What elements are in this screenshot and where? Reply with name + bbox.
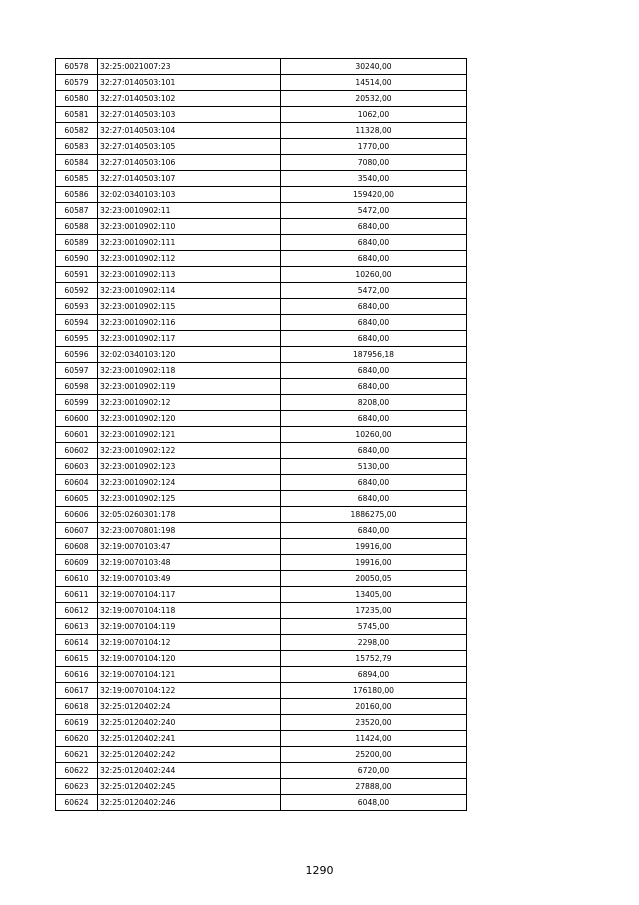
cadastral-number-cell: 32:23:0010902:12 (98, 395, 281, 411)
row-number-cell: 60588 (56, 219, 98, 235)
row-number-cell: 60602 (56, 443, 98, 459)
value-cell: 5130,00 (281, 459, 467, 475)
table-row (56, 619, 467, 635)
table-row (56, 539, 467, 555)
table-row (56, 363, 467, 379)
row-number-cell: 60607 (56, 523, 98, 539)
row-number-cell: 60580 (56, 91, 98, 107)
table-row (56, 763, 467, 779)
table-row (56, 75, 467, 91)
table-row (56, 411, 467, 427)
value-cell: 20050,05 (281, 571, 467, 587)
table-row (56, 155, 467, 171)
value-cell: 19916,00 (281, 555, 467, 571)
data-table (55, 58, 467, 811)
cadastral-number-cell: 32:23:0010902:116 (98, 315, 281, 331)
table-row (56, 347, 467, 363)
row-number-cell: 60623 (56, 779, 98, 795)
value-cell: 20532,00 (281, 91, 467, 107)
row-number-cell: 60586 (56, 187, 98, 203)
value-cell: 159420,00 (281, 187, 467, 203)
value-cell: 23520,00 (281, 715, 467, 731)
row-number-cell: 60598 (56, 379, 98, 395)
cadastral-number-cell: 32:19:0070104:121 (98, 667, 281, 683)
value-cell: 27888,00 (281, 779, 467, 795)
row-number-cell: 60619 (56, 715, 98, 731)
cadastral-number-cell: 32:23:0010902:123 (98, 459, 281, 475)
value-cell: 6840,00 (281, 331, 467, 347)
cadastral-number-cell: 32:19:0070103:48 (98, 555, 281, 571)
cadastral-number-cell: 32:23:0010902:114 (98, 283, 281, 299)
cadastral-number-cell: 32:23:0010902:111 (98, 235, 281, 251)
value-cell: 14514,00 (281, 75, 467, 91)
page-number: 1290 (305, 864, 334, 877)
row-number-cell: 60591 (56, 267, 98, 283)
table-row (56, 107, 467, 123)
table-row (56, 299, 467, 315)
cadastral-number-cell: 32:23:0010902:115 (98, 299, 281, 315)
value-cell: 6720,00 (281, 763, 467, 779)
table-row (56, 219, 467, 235)
table-body (56, 59, 467, 811)
table-row (56, 459, 467, 475)
value-cell: 3540,00 (281, 171, 467, 187)
cadastral-number-cell: 32:19:0070104:118 (98, 603, 281, 619)
table-row (56, 683, 467, 699)
value-cell: 2298,00 (281, 635, 467, 651)
cadastral-number-cell: 32:27:0140503:102 (98, 91, 281, 107)
table-row (56, 603, 467, 619)
cadastral-number-cell: 32:23:0010902:125 (98, 491, 281, 507)
cadastral-number-cell: 32:27:0140503:104 (98, 123, 281, 139)
row-number-cell: 60597 (56, 363, 98, 379)
value-cell: 6840,00 (281, 443, 467, 459)
value-cell: 1062,00 (281, 107, 467, 123)
table-row (56, 395, 467, 411)
row-number-cell: 60618 (56, 699, 98, 715)
value-cell: 6894,00 (281, 667, 467, 683)
value-cell: 10260,00 (281, 267, 467, 283)
cadastral-number-cell: 32:23:0010902:117 (98, 331, 281, 347)
row-number-cell: 60624 (56, 795, 98, 811)
table-row (56, 331, 467, 347)
table-row (56, 507, 467, 523)
cadastral-number-cell: 32:25:0120402:242 (98, 747, 281, 763)
cadastral-number-cell: 32:19:0070104:117 (98, 587, 281, 603)
value-cell: 25200,00 (281, 747, 467, 763)
value-cell: 17235,00 (281, 603, 467, 619)
table-row (56, 587, 467, 603)
cadastral-number-cell: 32:19:0070103:47 (98, 539, 281, 555)
value-cell: 6840,00 (281, 299, 467, 315)
row-number-cell: 60578 (56, 59, 98, 75)
row-number-cell: 60581 (56, 107, 98, 123)
value-cell: 13405,00 (281, 587, 467, 603)
row-number-cell: 60604 (56, 475, 98, 491)
row-number-cell: 60613 (56, 619, 98, 635)
table-row (56, 555, 467, 571)
cadastral-number-cell: 32:23:0010902:112 (98, 251, 281, 267)
table-row (56, 203, 467, 219)
row-number-cell: 60603 (56, 459, 98, 475)
row-number-cell: 60600 (56, 411, 98, 427)
cadastral-number-cell: 32:23:0010902:124 (98, 475, 281, 491)
row-number-cell: 60595 (56, 331, 98, 347)
table-row (56, 379, 467, 395)
value-cell: 15752,79 (281, 651, 467, 667)
row-number-cell: 60593 (56, 299, 98, 315)
table-row (56, 283, 467, 299)
row-number-cell: 60587 (56, 203, 98, 219)
data-table-container (55, 58, 466, 811)
row-number-cell: 60605 (56, 491, 98, 507)
table-row (56, 443, 467, 459)
cadastral-number-cell: 32:27:0140503:103 (98, 107, 281, 123)
table-row (56, 779, 467, 795)
table-row (56, 139, 467, 155)
row-number-cell: 60599 (56, 395, 98, 411)
cadastral-number-cell: 32:23:0010902:122 (98, 443, 281, 459)
value-cell: 19916,00 (281, 539, 467, 555)
value-cell: 5472,00 (281, 203, 467, 219)
value-cell: 6840,00 (281, 315, 467, 331)
cadastral-number-cell: 32:23:0010902:119 (98, 379, 281, 395)
cadastral-number-cell: 32:25:0120402:240 (98, 715, 281, 731)
row-number-cell: 60611 (56, 587, 98, 603)
row-number-cell: 60610 (56, 571, 98, 587)
row-number-cell: 60616 (56, 667, 98, 683)
value-cell: 6840,00 (281, 363, 467, 379)
cadastral-number-cell: 32:27:0140503:105 (98, 139, 281, 155)
cadastral-number-cell: 32:25:0120402:241 (98, 731, 281, 747)
cadastral-number-cell: 32:19:0070104:119 (98, 619, 281, 635)
value-cell: 30240,00 (281, 59, 467, 75)
cadastral-number-cell: 32:23:0010902:120 (98, 411, 281, 427)
row-number-cell: 60622 (56, 763, 98, 779)
value-cell: 6048,00 (281, 795, 467, 811)
table-row (56, 251, 467, 267)
row-number-cell: 60594 (56, 315, 98, 331)
table-row (56, 123, 467, 139)
table-row (56, 747, 467, 763)
cadastral-number-cell: 32:25:0120402:246 (98, 795, 281, 811)
value-cell: 176180,00 (281, 683, 467, 699)
cadastral-number-cell: 32:25:0120402:244 (98, 763, 281, 779)
table-row (56, 59, 467, 75)
row-number-cell: 60601 (56, 427, 98, 443)
value-cell: 6840,00 (281, 475, 467, 491)
table-row (56, 235, 467, 251)
value-cell: 20160,00 (281, 699, 467, 715)
cadastral-number-cell: 32:19:0070103:49 (98, 571, 281, 587)
value-cell: 187956,18 (281, 347, 467, 363)
row-number-cell: 60579 (56, 75, 98, 91)
cadastral-number-cell: 32:23:0010902:118 (98, 363, 281, 379)
row-number-cell: 60590 (56, 251, 98, 267)
cadastral-number-cell: 32:19:0070104:12 (98, 635, 281, 651)
table-row (56, 699, 467, 715)
value-cell: 6840,00 (281, 379, 467, 395)
value-cell: 1886275,00 (281, 507, 467, 523)
value-cell: 6840,00 (281, 411, 467, 427)
table-row (56, 667, 467, 683)
value-cell: 6840,00 (281, 251, 467, 267)
row-number-cell: 60589 (56, 235, 98, 251)
row-number-cell: 60592 (56, 283, 98, 299)
table-row (56, 187, 467, 203)
cadastral-number-cell: 32:19:0070104:122 (98, 683, 281, 699)
cadastral-number-cell: 32:23:0010902:11 (98, 203, 281, 219)
value-cell: 11424,00 (281, 731, 467, 747)
row-number-cell: 60608 (56, 539, 98, 555)
value-cell: 7080,00 (281, 155, 467, 171)
cadastral-number-cell: 32:25:0120402:24 (98, 699, 281, 715)
cadastral-number-cell: 32:27:0140503:106 (98, 155, 281, 171)
row-number-cell: 60617 (56, 683, 98, 699)
table-row (56, 795, 467, 811)
cadastral-number-cell: 32:23:0010902:110 (98, 219, 281, 235)
table-row (56, 267, 467, 283)
row-number-cell: 60582 (56, 123, 98, 139)
cadastral-number-cell: 32:05:0260301:178 (98, 507, 281, 523)
row-number-cell: 60621 (56, 747, 98, 763)
value-cell: 10260,00 (281, 427, 467, 443)
table-row (56, 91, 467, 107)
table-row (56, 731, 467, 747)
cadastral-number-cell: 32:02:0340103:120 (98, 347, 281, 363)
table-row (56, 651, 467, 667)
value-cell: 6840,00 (281, 523, 467, 539)
row-number-cell: 60583 (56, 139, 98, 155)
cadastral-number-cell: 32:25:0120402:245 (98, 779, 281, 795)
cadastral-number-cell: 32:23:0010902:113 (98, 267, 281, 283)
value-cell: 6840,00 (281, 235, 467, 251)
cadastral-number-cell: 32:23:0070801:198 (98, 523, 281, 539)
table-row (56, 571, 467, 587)
cadastral-number-cell: 32:19:0070104:120 (98, 651, 281, 667)
value-cell: 6840,00 (281, 491, 467, 507)
table-row (56, 315, 467, 331)
table-row (56, 427, 467, 443)
cadastral-number-cell: 32:02:0340103:103 (98, 187, 281, 203)
row-number-cell: 60612 (56, 603, 98, 619)
table-row (56, 475, 467, 491)
row-number-cell: 60596 (56, 347, 98, 363)
row-number-cell: 60614 (56, 635, 98, 651)
row-number-cell: 60615 (56, 651, 98, 667)
value-cell: 5472,00 (281, 283, 467, 299)
cadastral-number-cell: 32:27:0140503:107 (98, 171, 281, 187)
table-row (56, 523, 467, 539)
value-cell: 8208,00 (281, 395, 467, 411)
row-number-cell: 60620 (56, 731, 98, 747)
table-row (56, 171, 467, 187)
row-number-cell: 60606 (56, 507, 98, 523)
table-row (56, 635, 467, 651)
table-row (56, 491, 467, 507)
table-row (56, 715, 467, 731)
cadastral-number-cell: 32:23:0010902:121 (98, 427, 281, 443)
cadastral-number-cell: 32:25:0021007:23 (98, 59, 281, 75)
row-number-cell: 60585 (56, 171, 98, 187)
row-number-cell: 60609 (56, 555, 98, 571)
row-number-cell: 60584 (56, 155, 98, 171)
value-cell: 6840,00 (281, 219, 467, 235)
value-cell: 1770,00 (281, 139, 467, 155)
value-cell: 5745,00 (281, 619, 467, 635)
cadastral-number-cell: 32:27:0140503:101 (98, 75, 281, 91)
value-cell: 11328,00 (281, 123, 467, 139)
